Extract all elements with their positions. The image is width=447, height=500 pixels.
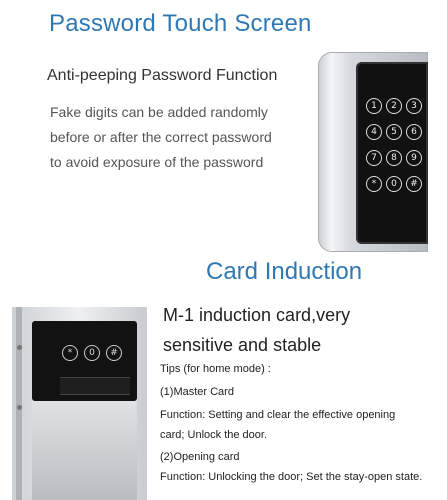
description-line: to avoid exposure of the password (50, 154, 264, 170)
screw (17, 345, 22, 350)
keypad-key: 0 (386, 176, 402, 192)
lock-edge (16, 307, 22, 500)
keypad-key: 3 (406, 98, 422, 114)
card-reader-strip (60, 377, 130, 395)
lock-body (32, 401, 137, 500)
keypad-key: 1 (366, 98, 382, 114)
tip-line: Function: Setting and clear the effective opening (160, 409, 396, 421)
keypad-key: 5 (386, 124, 402, 140)
keypad-key: * (62, 345, 78, 361)
screw (17, 405, 22, 410)
keypad-key: * (366, 176, 382, 192)
section-title-password: Password Touch Screen (49, 10, 312, 37)
card-headline-line: sensitive and stable (163, 335, 322, 355)
keypad-key: 8 (386, 150, 402, 166)
lock-device-image (12, 307, 147, 500)
description-line: Fake digits can be added randomly (50, 104, 268, 120)
keypad-key: 2 (386, 98, 402, 114)
tip-line: Tips (for home mode) : (160, 363, 271, 375)
keypad-panel (32, 321, 137, 401)
keypad-key: 6 (406, 124, 422, 140)
tip-line: card; Unlock the door. (160, 429, 268, 441)
lock-device-image (318, 52, 428, 252)
section-subtitle-anti-peeping: Anti-peeping Password Function (47, 67, 278, 84)
description-line: before or after the correct password (50, 129, 272, 145)
section-title-card-induction: Card Induction (206, 258, 363, 285)
keypad-panel (356, 62, 428, 244)
card-headline-line: M-1 induction card,very (163, 305, 351, 325)
keypad-key: 9 (406, 150, 422, 166)
tip-line: Function: Unlocking the door; Set the stay-open state. (160, 471, 423, 483)
tip-line: (2)Opening card (160, 451, 240, 463)
keypad-key: 4 (366, 124, 382, 140)
keypad-key: # (106, 345, 122, 361)
keypad-key: 0 (84, 345, 100, 361)
keypad-key: 7 (366, 150, 382, 166)
keypad-key: # (406, 176, 422, 192)
tip-line: (1)Master Card (160, 386, 234, 398)
